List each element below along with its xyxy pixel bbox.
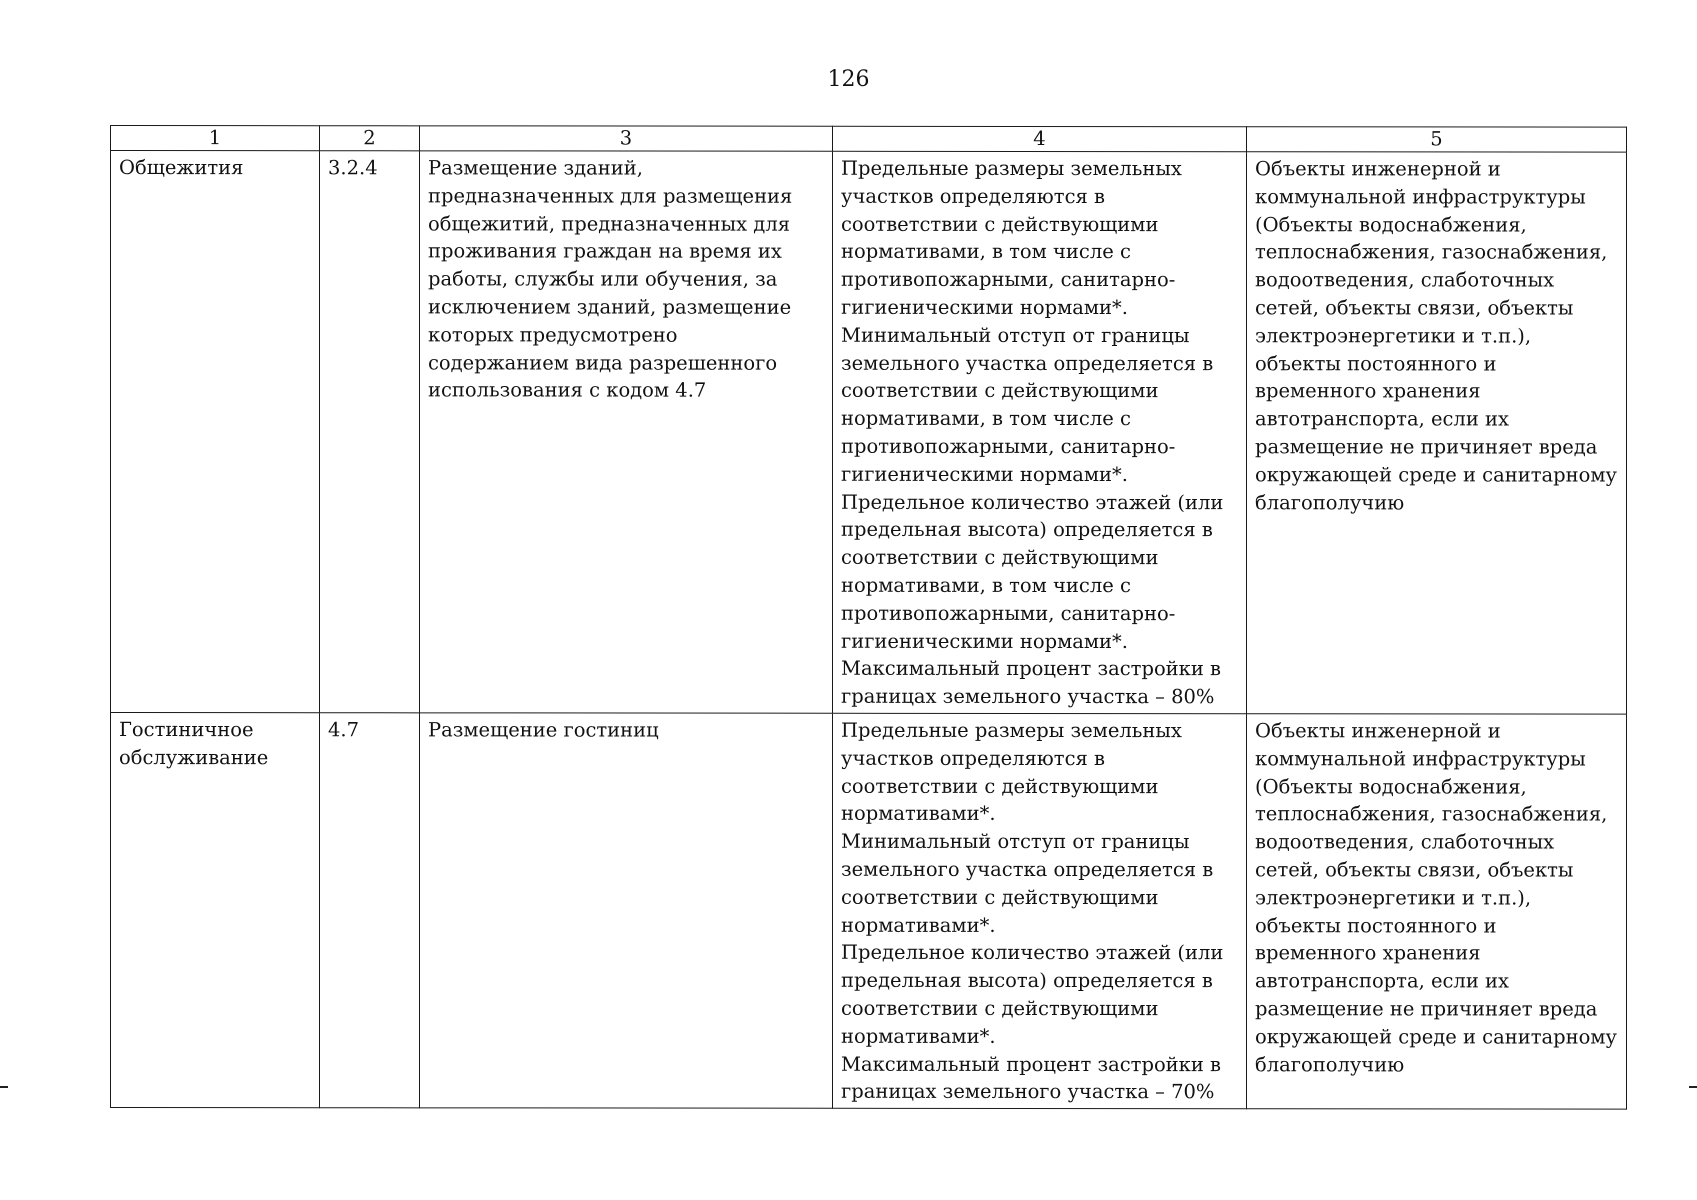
cell-text-line: гигиеническими нормами*. xyxy=(841,629,1128,653)
cell-text-line: объекты постоянного и xyxy=(1255,913,1497,937)
cell-text-line: размещение не причиняет вреда xyxy=(1255,435,1598,459)
cell-text-line: предельная высота) определяется в xyxy=(841,518,1213,542)
cell-text-line: окружающей среде и санитарному xyxy=(1255,1024,1617,1049)
table-row xyxy=(111,151,1627,715)
cell-text-line: гигиеническими нормами*. xyxy=(841,295,1128,320)
use-type-name-cell: Гостиничное обслуживание xyxy=(111,712,320,1107)
cell-text-line: благополучию xyxy=(1255,1052,1405,1076)
cell-text-line: временного хранения xyxy=(1255,941,1481,965)
cell-text-line: границах земельного участка – 80% xyxy=(841,684,1215,709)
cell-text-line: гигиеническими нормами*. xyxy=(841,462,1128,486)
auxiliary-uses-cell xyxy=(1247,152,1627,714)
column-header-3: 3 xyxy=(420,126,833,151)
cell-text-line: предельная высота) определяется в xyxy=(841,968,1213,993)
cell-text-line: использования с кодом 4.7 xyxy=(428,378,707,402)
cell-text-line: сетей, объекты связи, объекты xyxy=(1255,296,1574,320)
cell-text-line: теплоснабжения, газоснабжения, xyxy=(1255,240,1608,264)
cell-text-line: водоотведения, слаботочных xyxy=(1255,830,1555,854)
cell-text-line: проживания граждан на время их xyxy=(428,239,782,264)
cell-text-line: Объекты инженерной и xyxy=(1255,157,1501,181)
cell-text-line: объекты постоянного и xyxy=(1255,351,1497,376)
cell-text-line: электроэнергетики и т.п.), xyxy=(1255,885,1532,910)
cell-text-line: соответствии с действующими xyxy=(841,774,1159,798)
cell-text-line: электроэнергетики и т.п.), xyxy=(1255,323,1532,348)
cell-text-line: общежитий, предназначенных для xyxy=(428,211,791,236)
cell-text-line: Максимальный процент застройки в xyxy=(841,657,1222,681)
cell-text-line: соответствии с действующими xyxy=(841,996,1159,1021)
cell-text-line: нормативами, в том числе с xyxy=(841,406,1131,431)
column-header-2: 2 xyxy=(320,126,420,151)
cell-text-line: автотранспорта, если их xyxy=(1255,969,1510,993)
cell-text-line: участков определяются в xyxy=(841,184,1105,208)
cell-text-line: (Объекты водоснабжения, xyxy=(1255,774,1527,799)
use-type-code-cell: 3.2.4 xyxy=(320,151,420,713)
cell-text-line: исключением зданий, размещение xyxy=(428,295,792,319)
cell-text-line: Объекты инженерной и xyxy=(1255,719,1501,743)
cell-text-line: Предельные размеры земельных xyxy=(841,718,1182,743)
cell-text-line: земельного участка определяется в xyxy=(841,351,1214,375)
cell-text-line: нормативами, в том числе с xyxy=(841,573,1131,598)
use-type-name-cell: Общежития xyxy=(111,151,320,713)
land-use-table xyxy=(110,125,1627,1110)
column-number-row xyxy=(111,126,1627,153)
cell-text-line: коммунальной инфраструктуры xyxy=(1255,746,1586,771)
cell-text-line: водоотведения, слаботочных xyxy=(1255,268,1555,292)
table-row xyxy=(111,712,1627,1109)
cell-text-line: (Объекты водоснабжения, xyxy=(1255,212,1527,237)
use-type-code-cell: 4.7 xyxy=(320,713,420,1108)
use-type-description-cell xyxy=(420,151,833,713)
cell-text-line: работы, службы или обучения, за xyxy=(428,267,778,291)
cell-text-line: Максимальный процент застройки в xyxy=(841,1052,1222,1076)
cell-text-line: автотранспорта, если их xyxy=(1255,407,1510,431)
cell-text-line: соответствии с действующими xyxy=(841,885,1159,909)
cell-text-line: соответствии с действующими xyxy=(841,545,1159,570)
cell-text-line: нормативами*. xyxy=(841,1024,996,1048)
cell-text-line: земельного участка определяется в xyxy=(841,857,1214,882)
left-margin-mark xyxy=(0,1086,8,1088)
cell-text-line: благополучию xyxy=(1255,490,1405,514)
cell-text-line: нормативами, в том числе с xyxy=(841,240,1131,264)
cell-text-line: Размещение зданий, xyxy=(428,156,643,180)
cell-text-line: Минимальный отступ от границы xyxy=(841,323,1190,347)
cell-text-line: предназначенных для размещения xyxy=(428,184,793,208)
column-header-1: 1 xyxy=(111,126,320,151)
cell-text-line: которых предусмотрено xyxy=(428,323,678,347)
cell-text-line: участков определяются в xyxy=(841,746,1105,770)
right-margin-mark xyxy=(1689,1086,1697,1088)
parameters-cell xyxy=(833,151,1247,713)
cell-text-line: Размещение гостиниц xyxy=(428,718,659,742)
cell-text-line: сетей, объекты связи, объекты xyxy=(1255,858,1574,882)
column-header-5: 5 xyxy=(1247,127,1627,152)
cell-text-line: нормативами*. xyxy=(841,802,996,826)
parameters-cell xyxy=(833,713,1247,1109)
cell-text-line: противопожарными, санитарно- xyxy=(841,434,1176,459)
use-type-description-cell xyxy=(420,713,833,1109)
cell-text-line: нормативами*. xyxy=(841,913,996,937)
cell-text-line: окружающей среде и санитарному xyxy=(1255,462,1617,487)
cell-text-line: временного хранения xyxy=(1255,379,1481,403)
cell-text-line: Предельное количество этажей (или xyxy=(841,490,1224,514)
cell-text-line: соответствии с действующими xyxy=(841,379,1159,403)
cell-text-line: противопожарными, санитарно- xyxy=(841,267,1176,292)
column-header-4: 4 xyxy=(833,126,1247,151)
cell-text-line: Предельное количество этажей (или xyxy=(841,941,1224,965)
cell-text-line: границах земельного участка – 70% xyxy=(841,1080,1215,1104)
cell-text-line: коммунальной инфраструктуры xyxy=(1255,184,1586,209)
cell-text-line: теплоснабжения, газоснабжения, xyxy=(1255,802,1608,826)
cell-text-line: содержанием вида разрешенного xyxy=(428,350,778,375)
cell-text-line: противопожарными, санитарно- xyxy=(841,601,1176,625)
auxiliary-uses-cell xyxy=(1247,714,1627,1110)
cell-text-line: размещение не причиняет вреда xyxy=(1255,997,1598,1021)
cell-text-line: соответствии с действующими xyxy=(841,212,1159,236)
cell-text-line: Предельные размеры земельных xyxy=(841,156,1182,181)
page-number: 126 xyxy=(827,67,870,92)
cell-text-line: Минимальный отступ от границы xyxy=(841,829,1190,854)
